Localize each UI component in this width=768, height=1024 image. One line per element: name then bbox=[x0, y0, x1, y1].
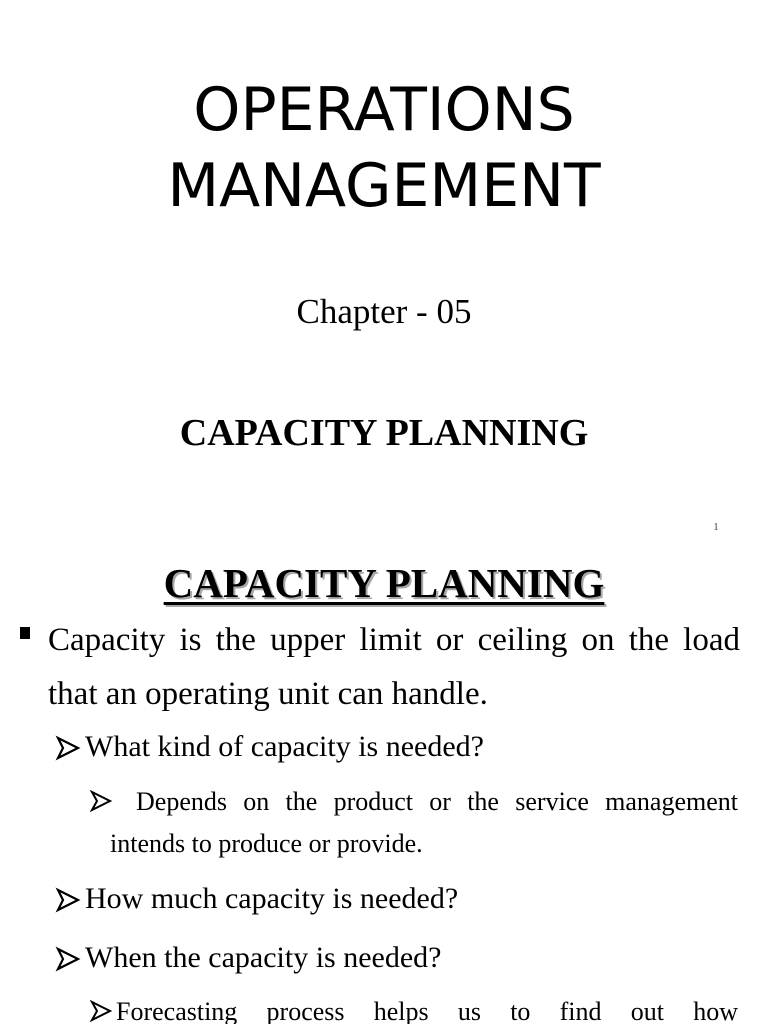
bullet-level-2 bbox=[55, 727, 745, 767]
slide-number: 1 bbox=[713, 521, 719, 533]
slide-2 bbox=[0, 545, 768, 1024]
bullet-level-3 bbox=[90, 781, 738, 865]
main-title-line-1: OPERATIONS bbox=[193, 75, 575, 145]
main-title-line-2: MANAGEMENT bbox=[167, 151, 601, 221]
bullet-level-2 bbox=[55, 879, 745, 919]
square-bullet-icon bbox=[20, 627, 30, 639]
bullet-text: Capacity is the upper limit or ceiling on the load that an operating unit can handle. bbox=[48, 622, 740, 712]
arrow-bullet-icon bbox=[90, 790, 112, 812]
slide-2-title: CAPACITY PLANNING bbox=[163, 560, 605, 606]
bullet-text: What kind of capacity is needed? bbox=[85, 730, 484, 763]
bullet-text: How much capacity is needed? bbox=[85, 882, 459, 915]
arrow-bullet-icon bbox=[55, 887, 81, 913]
arrow-bullet-icon bbox=[55, 735, 81, 761]
arrow-bullet-icon bbox=[55, 946, 81, 972]
bullet-text: Forecasting process helps us to find out how bbox=[116, 997, 738, 1024]
bullet-level-1 bbox=[20, 613, 740, 721]
main-title bbox=[0, 72, 768, 224]
bullet-text: When the capacity is needed? bbox=[85, 941, 442, 974]
slide-1-subtitle: CAPACITY PLANNING bbox=[179, 412, 589, 454]
bullet-level-2 bbox=[55, 938, 745, 978]
arrow-bullet-icon bbox=[90, 1000, 112, 1022]
bullet-level-3 bbox=[90, 991, 738, 1024]
bullet-text: Depends on the product or the service management intends to produce or provide. bbox=[110, 787, 738, 858]
chapter-label: Chapter - 05 bbox=[296, 292, 472, 331]
